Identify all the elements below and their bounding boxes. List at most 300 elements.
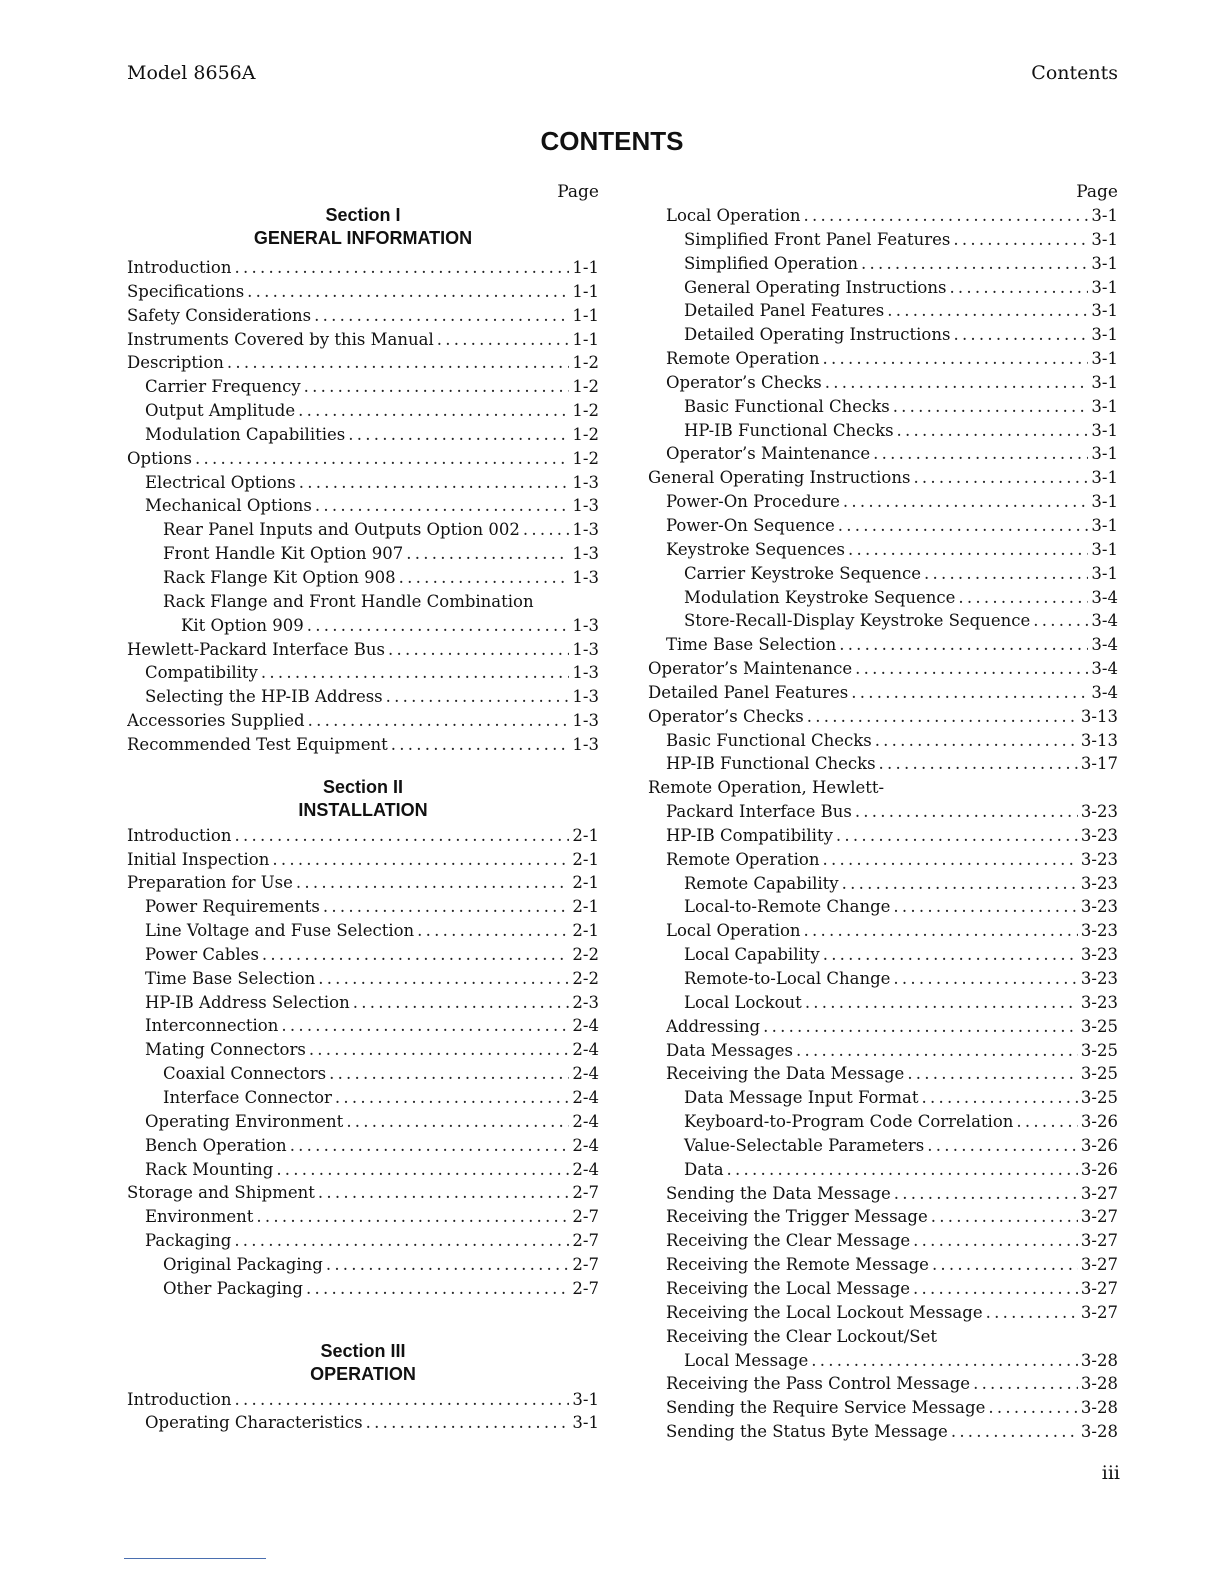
dot-leader [261, 661, 570, 685]
dot-leader [227, 351, 570, 375]
dot-leader [353, 991, 570, 1015]
toc-entry [127, 566, 599, 590]
toc-entry-label: Operating Characteristics [145, 1413, 363, 1433]
toc-entry [648, 371, 1118, 395]
section-heading: Section I [325, 205, 401, 225]
toc-entry [127, 967, 599, 991]
toc-entry [127, 1062, 599, 1086]
dot-leader [931, 1205, 1078, 1229]
toc-entry [648, 943, 1118, 967]
dot-leader [399, 566, 570, 590]
toc-entry [648, 919, 1118, 943]
toc-entry-label: Remote Operation [666, 349, 820, 369]
toc-entry-label: Local Operation [666, 206, 801, 225]
toc-entry [648, 1301, 1118, 1325]
dot-leader [306, 1277, 569, 1301]
toc-entry [127, 709, 599, 733]
toc-entry-label: Carrier Frequency [145, 377, 301, 397]
toc-entry-page: 1-3 [572, 615, 599, 635]
dot-leader [304, 375, 570, 399]
toc-entry-label: Remote Capability [684, 873, 839, 893]
toc-entry-page: 2-4 [572, 1016, 599, 1036]
toc-entry [648, 633, 1118, 657]
toc-entry-label: Bench Operation [145, 1135, 287, 1155]
header-section: Contents [1031, 62, 1118, 84]
toc-entry-label: Interconnection [145, 1016, 279, 1036]
toc-entry-label: Store-Recall-Display Keystroke Sequence [684, 611, 1031, 631]
toc-entry-label: Operating Environment [145, 1111, 344, 1131]
dot-leader [973, 1372, 1078, 1396]
dot-leader [807, 705, 1078, 729]
toc-entry [127, 871, 599, 895]
toc-entry-page: 1-3 [572, 639, 599, 659]
toc-list [648, 204, 1118, 1444]
toc-entry-page: 1-1 [572, 329, 599, 349]
toc-entry-label: Kit Option 909 [181, 615, 304, 635]
toc-entry [648, 323, 1118, 347]
toc-entry-label: Packard Interface Bus [666, 802, 852, 822]
toc-entry [127, 1205, 599, 1229]
toc-entry [648, 252, 1118, 276]
toc-entry [648, 586, 1118, 610]
toc-entry-label: Line Voltage and Fuse Selection [145, 921, 415, 941]
toc-entry-page: 2-7 [572, 1231, 599, 1251]
toc-entry-label: Coaxial Connectors [163, 1064, 327, 1084]
toc-entry-page: 3-25 [1080, 1040, 1118, 1060]
dot-leader [523, 518, 570, 542]
toc-entry-page: 3-1 [1091, 372, 1118, 392]
toc-entry-label: Keystroke Sequences [666, 539, 846, 559]
toc-entry [648, 1015, 1118, 1039]
toc-entry [648, 800, 1118, 824]
section-heading: Section III [320, 1340, 406, 1361]
dot-leader [913, 466, 1088, 490]
toc-entry [648, 1325, 1118, 1349]
dot-leader [346, 1110, 569, 1134]
toc-entry-label: Operator’s Checks [648, 706, 804, 726]
dot-leader [851, 681, 1088, 705]
dot-leader [842, 872, 1078, 896]
toc-entry-label: Recommended Test Equipment [127, 734, 388, 754]
toc-entry-page: 1-1 [572, 258, 599, 277]
toc-entry-label: Introduction [127, 258, 232, 277]
toc-entry-label: Simplified Operation [684, 253, 858, 273]
toc-entry [648, 991, 1118, 1015]
toc-entry [127, 614, 599, 638]
toc-entry-label: Safety Considerations [127, 305, 312, 325]
dot-leader [366, 1411, 570, 1435]
toc-entry-page: 2-7 [572, 1278, 599, 1298]
toc-entry-page: 3-23 [1080, 921, 1118, 941]
toc-entry-label: Receiving the Clear Message [666, 1231, 911, 1251]
toc-entry [648, 466, 1118, 490]
dot-leader [822, 848, 1077, 872]
dot-leader [309, 1038, 570, 1062]
toc-entry [648, 752, 1118, 776]
toc-entry-page: 3-23 [1080, 945, 1118, 965]
toc-entry-page: 3-27 [1080, 1207, 1118, 1227]
toc-entry [127, 542, 599, 566]
toc-entry-page: 3-27 [1080, 1278, 1118, 1298]
toc-entry [648, 1396, 1118, 1420]
toc-entry-label: Receiving the Local Message [666, 1278, 911, 1298]
toc-entry [127, 661, 599, 685]
toc-entry-page: 3-1 [1091, 229, 1118, 249]
toc-entry-page: 3-13 [1080, 730, 1118, 750]
dot-leader [924, 562, 1088, 586]
toc-entry-label: Mating Connectors [145, 1040, 306, 1060]
toc-entry-page: 3-1 [1091, 277, 1118, 297]
toc-entry [127, 1014, 599, 1038]
dot-leader [951, 1420, 1078, 1444]
toc-entry-label: Keyboard-to-Program Code Correlation [684, 1112, 1014, 1132]
dot-leader [235, 1388, 570, 1412]
toc-entry-label: Modulation Capabilities [145, 424, 346, 444]
toc-entry-page: 2-4 [572, 1159, 599, 1179]
toc-entry-label: Receiving the Clear Lockout/Set [666, 1326, 937, 1346]
toc-entry-page: 2-4 [572, 1111, 599, 1131]
section-subheading: OPERATION [310, 1363, 416, 1384]
toc-entry [648, 1182, 1118, 1206]
section-2 [127, 776, 599, 1301]
toc-entry-page: 3-1 [1091, 349, 1118, 369]
dot-leader [406, 542, 569, 566]
toc-entry-label: General Operating Instructions [648, 468, 911, 488]
toc-entry [127, 423, 599, 447]
toc-entry [648, 1205, 1118, 1229]
dot-leader [843, 490, 1089, 514]
toc-entry-page: 1-2 [572, 448, 599, 468]
dot-leader [307, 614, 570, 638]
toc-entry-page: 3-27 [1080, 1231, 1118, 1251]
toc-entry [648, 562, 1118, 586]
dot-leader [879, 752, 1078, 776]
dot-leader [861, 252, 1088, 276]
toc-entry [127, 895, 599, 919]
toc-entry-label: Compatibility [145, 663, 258, 683]
toc-entry [127, 447, 599, 471]
toc-entry-label: Selecting the HP-IB Address [145, 687, 383, 707]
toc-entry [127, 848, 599, 872]
dot-leader [855, 657, 1088, 681]
toc-entry-page: 3-4 [1091, 635, 1118, 655]
toc-entry [127, 590, 599, 614]
toc-entry [648, 1086, 1118, 1110]
toc-entry-page: 1-3 [572, 711, 599, 731]
toc-entry-label: HP-IB Functional Checks [666, 754, 876, 774]
dot-leader [811, 1349, 1078, 1373]
toc-entry-page: 3-28 [1080, 1350, 1118, 1370]
dot-leader [272, 848, 569, 872]
toc-entry-page: 3-23 [1080, 802, 1118, 822]
toc-entry [648, 1420, 1118, 1444]
toc-entry-page: 1-1 [572, 281, 599, 301]
dot-leader [256, 1205, 569, 1229]
toc-entry-label: Local Capability [684, 945, 820, 965]
dot-leader [318, 967, 569, 991]
toc-entry-page: 3-4 [1091, 682, 1118, 702]
section-subheading: GENERAL INFORMATION [253, 228, 473, 248]
toc-entry-label: Operator’s Maintenance [666, 444, 871, 464]
dot-leader [1033, 609, 1088, 633]
toc-entry-page: 3-1 [1091, 420, 1118, 440]
dot-leader [921, 1086, 1077, 1110]
toc-entry-label: Power-On Procedure [666, 492, 840, 512]
toc-entry-label: Local Operation [666, 921, 801, 941]
toc-entry-page: 3-26 [1080, 1159, 1118, 1179]
toc-entry-label: Initial Inspection [127, 849, 270, 869]
toc-entry-label: Instruments Covered by this Manual [127, 329, 434, 349]
toc-entry-page: 3-1 [1091, 206, 1118, 225]
toc-entry-label: Rear Panel Inputs and Outputs Option 002 [163, 520, 520, 540]
toc-entry [127, 328, 599, 352]
toc-entry [127, 1158, 599, 1182]
toc-entry-label: Data Messages [666, 1040, 794, 1060]
toc-entry [127, 256, 599, 280]
dot-leader [388, 638, 569, 662]
toc-entry-page: 2-7 [572, 1254, 599, 1274]
toc-entry [648, 204, 1118, 228]
page-title: CONTENTS [540, 126, 684, 156]
toc-entry-label: Description [127, 353, 224, 373]
dot-leader [953, 228, 1088, 252]
toc-entry-page: 3-28 [1080, 1398, 1118, 1418]
toc-entry-page: 1-3 [572, 687, 599, 707]
dot-leader [823, 943, 1078, 967]
toc-entry [127, 824, 599, 848]
toc-entry [648, 1158, 1118, 1182]
dot-leader [298, 399, 569, 423]
dot-leader [386, 685, 570, 709]
section-3 [127, 1340, 599, 1436]
dot-leader [296, 871, 570, 895]
toc-entry-label: Data Message Input Format [684, 1088, 919, 1108]
toc-entry [127, 375, 599, 399]
dot-leader [796, 1039, 1078, 1063]
toc-entry-label: Options [127, 448, 193, 468]
toc-entry-page: 3-25 [1080, 1064, 1118, 1084]
toc-entry-page: 3-1 [1091, 301, 1118, 321]
dot-leader [417, 919, 569, 943]
toc-entry-label: Accessories Supplied [127, 711, 305, 731]
toc-list [127, 824, 599, 1301]
toc-entry-label: Detailed Operating Instructions [684, 325, 951, 345]
dot-leader [836, 824, 1078, 848]
dot-leader [235, 256, 570, 280]
toc-entry-page: 2-1 [572, 825, 599, 845]
toc-entry-page: 1-2 [572, 377, 599, 397]
toc-entry-page: 3-1 [1091, 492, 1118, 512]
dot-leader [894, 1182, 1078, 1206]
dot-leader [913, 1229, 1078, 1253]
toc-entry-page: 3-23 [1080, 969, 1118, 988]
toc-entry-page: 3-17 [1080, 754, 1118, 774]
dot-leader [1016, 1110, 1078, 1134]
toc-entry-label: Data [684, 1159, 724, 1179]
toc-entry-page: 3-25 [1080, 1088, 1118, 1108]
dot-leader [839, 633, 1088, 657]
toc-entry-page: 2-7 [572, 1183, 599, 1203]
toc-entry [127, 1277, 599, 1301]
toc-entry-label: Local Lockout [684, 992, 802, 1012]
toc-entry [127, 1110, 599, 1134]
toc-entry-label: Basic Functional Checks [684, 396, 890, 416]
toc-entry-page: 3-13 [1080, 706, 1118, 726]
toc-entry-page: 3-23 [1080, 873, 1118, 893]
toc-entry-label: Hewlett-Packard Interface Bus [127, 639, 385, 659]
dot-leader [290, 1134, 570, 1158]
footer-rule [124, 1558, 266, 1559]
dot-leader [805, 991, 1078, 1015]
dot-leader [804, 919, 1078, 943]
dot-leader [893, 395, 1089, 419]
toc-entry [648, 609, 1118, 633]
dot-leader [932, 1253, 1078, 1277]
dot-leader [348, 423, 569, 447]
toc-entry-label: Receiving the Trigger Message [666, 1207, 928, 1227]
toc-entry [127, 1411, 599, 1435]
dot-leader [855, 800, 1078, 824]
toc-entry-label: Operator’s Maintenance [648, 659, 853, 679]
toc-entry-page: 3-23 [1080, 849, 1118, 869]
toc-left-column [127, 180, 599, 1435]
toc-entry [127, 991, 599, 1015]
toc-entry-page: 3-1 [1091, 468, 1118, 488]
toc-entry-page: 3-1 [1091, 325, 1118, 345]
toc-entry-label: Electrical Options [145, 472, 296, 492]
dot-leader [329, 1062, 569, 1086]
dot-leader [907, 1062, 1078, 1086]
dot-leader [314, 304, 569, 328]
toc-list [127, 1388, 599, 1436]
toc-entry-page: 3-1 [572, 1413, 599, 1433]
toc-entry-label: Other Packaging [163, 1278, 303, 1298]
page-number: iii [1101, 1462, 1120, 1484]
dot-leader [875, 729, 1078, 753]
toc-entry-page: 2-1 [572, 849, 599, 869]
toc-entry-label: Power-On Sequence [666, 515, 835, 535]
dot-leader [822, 347, 1088, 371]
toc-entry-page: 2-1 [572, 873, 599, 893]
dot-leader [953, 323, 1088, 347]
dot-leader [235, 824, 570, 848]
dot-leader [234, 1229, 569, 1253]
toc-entry-page: 1-2 [572, 401, 599, 421]
toc-entry [648, 895, 1118, 919]
dot-leader [299, 471, 570, 495]
toc-entry-label: Receiving the Pass Control Message [666, 1374, 971, 1394]
toc-entry-label: Power Cables [145, 944, 259, 964]
dot-leader [927, 1134, 1078, 1158]
toc-entry-label: Addressing [666, 1016, 761, 1036]
dot-leader [893, 967, 1078, 991]
dot-leader [262, 943, 570, 967]
toc-entry-label: Modulation Keystroke Sequence [684, 587, 956, 607]
toc-entry-label: Sending the Data Message [666, 1183, 891, 1203]
toc-entry-page: 3-28 [1080, 1374, 1118, 1394]
toc-entry [648, 1110, 1118, 1134]
dot-leader [988, 1396, 1078, 1420]
toc-entry-label: Environment [145, 1207, 254, 1227]
toc-entry-label: HP-IB Address Selection [145, 992, 350, 1012]
toc-entry [648, 1229, 1118, 1253]
toc-entry-label: Remote Operation [666, 849, 820, 869]
toc-entry-page: 2-2 [572, 944, 599, 964]
toc-entry [648, 1349, 1118, 1373]
toc-entry-page: 1-2 [572, 353, 599, 373]
dot-leader [315, 494, 570, 518]
toc-entry-page: 3-25 [1080, 1016, 1118, 1036]
toc-entry [127, 1229, 599, 1253]
toc-entry [127, 304, 599, 328]
page-column-label: Page [1076, 182, 1118, 202]
dot-leader [804, 204, 1089, 228]
toc-entry-page: 2-1 [572, 921, 599, 941]
toc-entry-label: Receiving the Local Lockout Message [666, 1302, 983, 1322]
toc-entry [127, 638, 599, 662]
toc-entry [127, 733, 599, 757]
toc-entry-label: Remote-to-Local Change [684, 969, 891, 988]
toc-entry-label: Detailed Panel Features [648, 682, 849, 702]
toc-entry [648, 824, 1118, 848]
toc-entry [648, 299, 1118, 323]
toc-entry-label: General Operating Instructions [684, 277, 947, 297]
dot-leader [335, 1086, 570, 1110]
toc-entry [127, 1388, 599, 1412]
dot-leader [949, 276, 1088, 300]
toc-entry [648, 514, 1118, 538]
toc-entry-page: 1-3 [572, 472, 599, 492]
toc-entry-page: 2-4 [572, 1088, 599, 1107]
toc-entry [127, 471, 599, 495]
dot-leader [873, 442, 1088, 466]
toc-entry [648, 1277, 1118, 1301]
toc-entry [648, 1134, 1118, 1158]
toc-entry-page: 3-27 [1080, 1255, 1118, 1275]
toc-entry-label: Rack Flange and Front Handle Combination [163, 591, 534, 611]
dot-leader [887, 299, 1088, 323]
dot-leader [276, 1158, 569, 1182]
toc-entry [127, 1038, 599, 1062]
toc-entry-page: 2-7 [572, 1207, 599, 1227]
toc-entry [648, 1372, 1118, 1396]
dot-leader [727, 1158, 1078, 1182]
dot-leader [897, 419, 1089, 443]
toc-entry-page: 2-2 [572, 968, 599, 988]
toc-entry [127, 919, 599, 943]
toc-entry-label: Receiving the Remote Message [666, 1255, 929, 1275]
toc-entry-page: 3-1 [1091, 444, 1118, 464]
dot-leader [838, 514, 1089, 538]
toc-entry-label: Rack Flange Kit Option 908 [163, 567, 396, 587]
dot-leader [763, 1015, 1078, 1039]
toc-entry-page: 3-4 [1091, 611, 1118, 631]
toc-entry [127, 685, 599, 709]
header-model: Model 8656A [127, 62, 256, 84]
dot-leader [281, 1014, 569, 1038]
toc-entry [127, 1181, 599, 1205]
toc-entry [127, 351, 599, 375]
toc-entry-label: Sending the Status Byte Message [666, 1422, 948, 1442]
toc-entry-page: 1-3 [572, 520, 599, 540]
toc-entry-page: 2-3 [572, 992, 599, 1012]
toc-entry-label: Packaging [145, 1231, 232, 1251]
toc-entry-label: HP-IB Compatibility [666, 825, 833, 845]
toc-entry [648, 729, 1118, 753]
toc-entry-page: 1-3 [572, 663, 599, 683]
toc-entry-page: 3-28 [1080, 1422, 1118, 1442]
toc-list [127, 256, 599, 757]
